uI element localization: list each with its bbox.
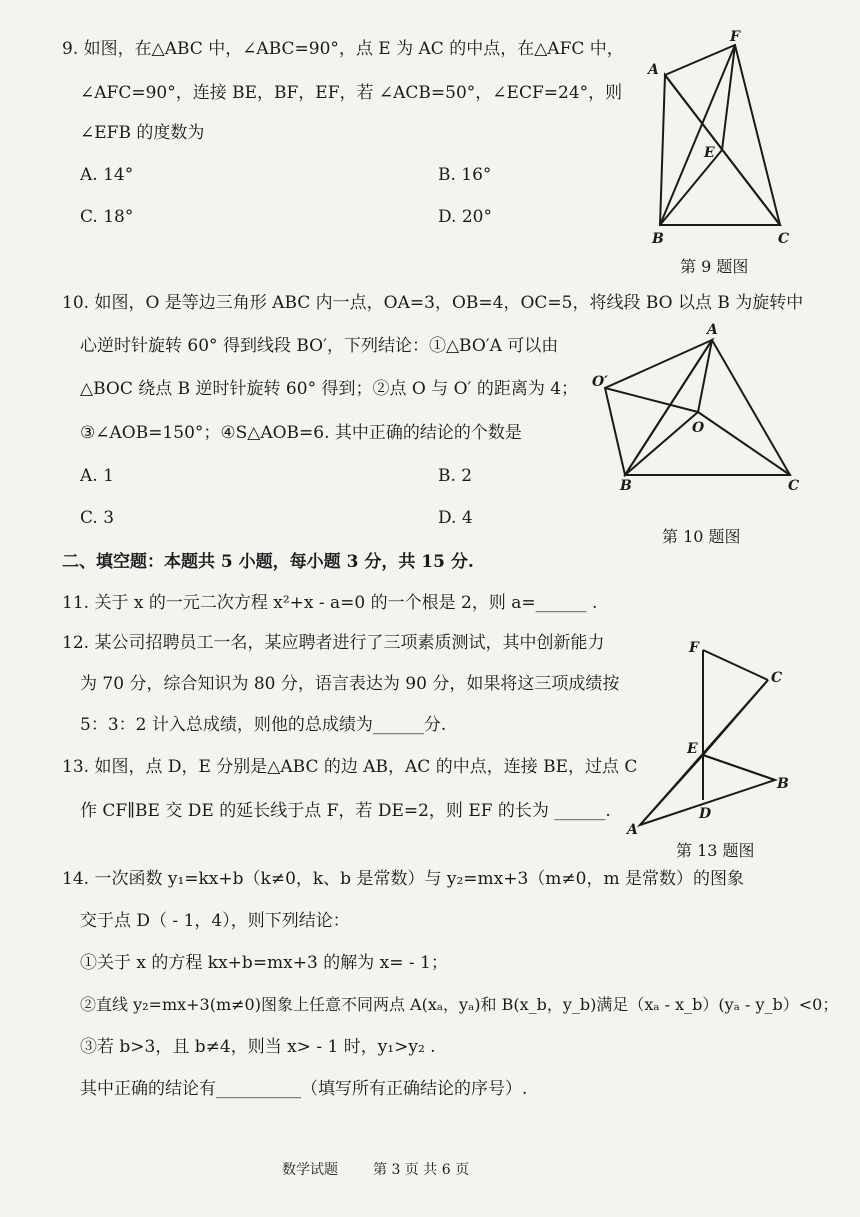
q10-line-4: ③∠AOB=150°；④S△AOB=6. 其中正确的结论的个数是 [80,423,522,443]
q10-line-2: 心逆时针旋转 60° 得到线段 BO′，下列结论：①△BO′A 可以由 [80,336,559,356]
section-2-heading: 二、填空题：本题共 5 小题，每小题 3 分，共 15 分. [62,552,474,572]
q9-figure [640,30,800,250]
q11-text: 11. 关于 x 的一元二次方程 x²+x - a=0 的一个根是 2，则 a=______ . [62,593,598,613]
footer-page-number: 第 3 页 共 6 页 [373,1162,470,1178]
q9-option-a: A. 14° [80,165,134,185]
q13-line-1: 13. 如图，点 D，E 分别是△ABC 的边 AB，AC 的中点，连接 BE，过点 C [62,757,638,777]
q9-line-2: ∠AFC=90°，连接 BE，BF，EF，若 ∠ACB=50°，∠ECF=24°，则 [80,83,623,103]
q10-line-3: △BOC 绕点 B 逆时针旋转 60° 得到；②点 O 与 O′ 的距离为 4； [80,379,579,399]
q13-caption: 第 13 题图 [676,841,755,860]
q14-line-6: 其中正确的结论有__________（填写所有正确结论的序号）. [80,1079,528,1099]
footer-subject: 数学试题 [282,1162,338,1178]
q10-line-1: 10. 如图，O 是等边三角形 ABC 内一点，OA=3，OB=4，OC=5，将线段 BO 以点 B 为旋转中 [62,293,804,313]
q12-line-2: 为 70 分，综合知识为 80 分，语言表达为 90 分，如果将这三项成绩按 [80,674,620,694]
q12-line-3: 5：3：2 计入总成绩，则他的总成绩为______分. [80,715,447,735]
q9-label-b: B [652,231,664,247]
q10-option-a: A. 1 [80,466,114,486]
q10-label-c: C [788,478,800,494]
q10-option-b: B. 2 [438,466,473,486]
q14-line-4: ②直线 y₂=mx+3(m≠0)图象上任意不同两点 A(xₐ，yₐ)和 B(x_b，y_b)满足（xₐ - x_b）(yₐ - y_b）<0； [80,995,839,1014]
q10-label-a: A [707,322,718,338]
q9-caption: 第 9 题图 [680,257,749,276]
q13-label-e: E [687,741,698,757]
q10-label-o-prime: O′ [592,374,608,390]
q9-option-c: C. 18° [80,207,134,227]
q13-segment-eb [703,755,775,780]
q13-label-a: A [627,822,638,838]
q9-label-c: C [778,231,790,247]
q9-line-3: ∠EFB 的度数为 [80,123,205,143]
q13-label-f: F [689,640,699,656]
q14-line-3: ①关于 x 的方程 kx+b=mx+3 的解为 x= - 1； [80,953,448,973]
q13-line-2: 作 CF∥BE 交 DE 的延长线于点 F，若 DE=2，则 EF 的长为 ______. [80,801,611,821]
q9-option-b: B. 16° [438,165,492,185]
q10-segment-o2o [605,388,698,412]
q13-label-b: B [777,776,789,792]
q13-label-d: D [699,806,712,822]
q13-label-c: C [771,670,783,686]
q14-line-1: 14. 一次函数 y₁=kx+b（k≠0，k、b 是常数）与 y₂=mx+3（m≠0，m 是常数）的图象 [62,869,745,889]
q9-line-1: 9. 如图，在△ABC 中，∠ABC=90°，点 E 为 AC 的中点，在△AFC 中， [62,39,624,59]
q9-label-e: E [704,145,715,161]
q9-label-a: A [648,62,659,78]
q9-segment-be [660,150,722,225]
q10-label-o: O [692,420,705,436]
q10-triangle-bo2a [605,340,712,475]
q14-line-2: 交于点 D（ - 1，4），则下列结论： [80,911,350,931]
q10-label-b: B [620,478,632,494]
q13-figure [625,640,795,838]
q10-segment-ob [625,412,698,475]
q12-line-1: 12. 某公司招聘员工一名，某应聘者进行了三项素质测试，其中创新能力 [62,633,605,653]
q10-option-d: D. 4 [438,508,473,528]
q10-option-c: C. 3 [80,508,115,528]
q14-line-5: ③若 b>3，且 b≠4，则当 x> - 1 时，y₁>y₂ . [80,1037,436,1057]
q10-figure [592,320,810,495]
q9-label-f: F [730,29,740,45]
q13-segment-fc [703,650,768,680]
q10-segment-oc [698,412,790,475]
q9-option-d: D. 20° [438,207,492,227]
q10-caption: 第 10 题图 [662,527,741,546]
